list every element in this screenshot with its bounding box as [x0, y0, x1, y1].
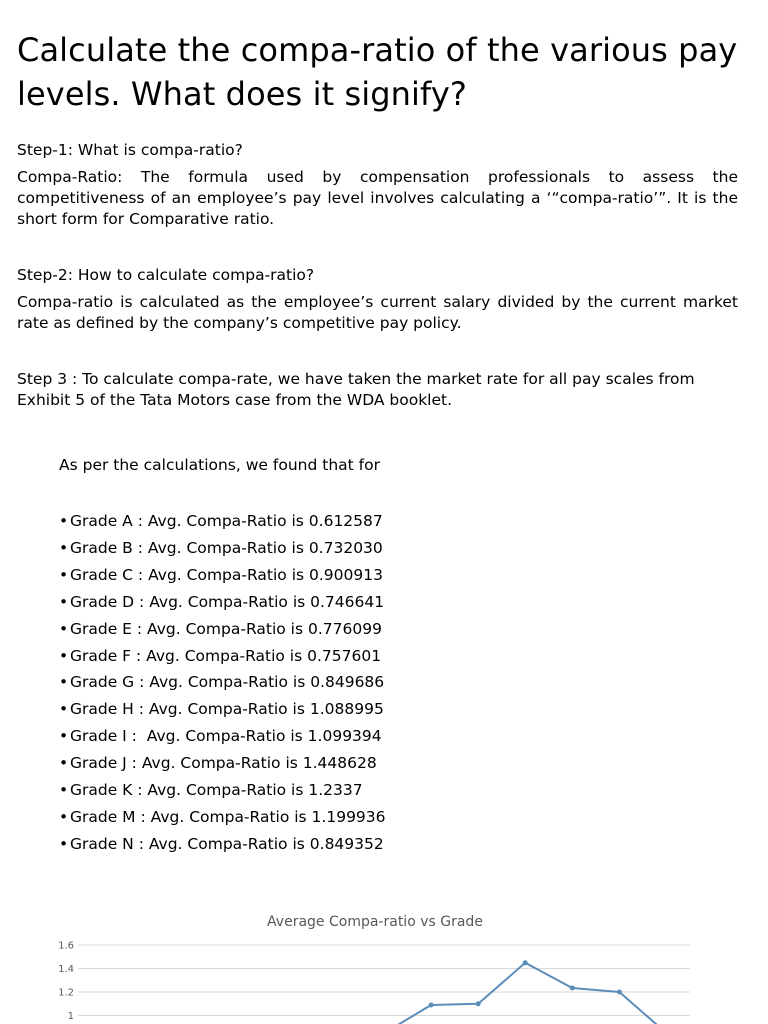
bullet-icon: •	[59, 592, 69, 611]
grade-item	[59, 696, 386, 723]
grade-item-text: Grade G : Avg. Compa-Ratio is 0.849686	[70, 673, 385, 692]
bullet-icon: •	[59, 834, 69, 853]
bullet-icon: •	[59, 538, 69, 557]
step1-heading: Step-1: What is compa-ratio?	[17, 141, 243, 159]
bullet-icon: •	[59, 646, 69, 665]
grade-item	[59, 508, 386, 535]
grade-item-text: Grade B : Avg. Compa-Ratio is 0.732030	[70, 538, 383, 557]
grade-item	[59, 804, 386, 831]
compa-ratio-chart	[0, 900, 768, 1024]
data-point-j	[523, 960, 528, 965]
grade-item	[59, 643, 386, 670]
data-point-i	[476, 1001, 481, 1006]
bullet-icon: •	[59, 754, 69, 773]
step2-text: Compa-ratio is calculated as the employee’s current salary divided by the current market rate as defined by the company’s competitive pay policy.	[17, 293, 738, 332]
grade-item-text: Grade K : Avg. Compa-Ratio is 1.2337	[70, 781, 363, 800]
bullet-icon: •	[59, 565, 69, 584]
y-tick-label: 1.4	[58, 964, 74, 975]
grade-item-text: Grade M : Avg. Compa-Ratio is 1.199936	[70, 807, 386, 826]
bullet-icon: •	[59, 619, 69, 638]
grade-item	[59, 777, 386, 804]
grade-item-text: Grade E : Avg. Compa-Ratio is 0.776099	[70, 619, 382, 638]
grade-item-text: Grade F : Avg. Compa-Ratio is 0.757601	[70, 646, 382, 665]
chart-y-ticks	[58, 941, 74, 1023]
chart-svg	[0, 900, 768, 1024]
bullet-icon: •	[59, 700, 69, 719]
data-point-h	[429, 1003, 434, 1008]
grade-item-text: Grade D : Avg. Compa-Ratio is 0.746641	[70, 592, 385, 611]
y-tick-label: 1.6	[58, 940, 74, 952]
grade-item-text: Grade J : Avg. Compa-Ratio is 1.448628	[70, 754, 377, 773]
bullet-icon: •	[59, 807, 69, 826]
chart-title: Average Compa-ratio vs Grade	[267, 914, 483, 930]
bullet-icon: •	[59, 512, 69, 530]
results-intro: As per the calculations, we found that for	[59, 456, 380, 474]
grade-item	[59, 589, 386, 616]
data-point-m	[617, 990, 622, 995]
y-tick-label: 1.2	[58, 987, 74, 999]
step2-heading: Step-2: How to calculate compa-ratio?	[17, 266, 315, 284]
bullet-icon: •	[59, 673, 69, 692]
grade-item	[59, 723, 386, 750]
grade-item	[59, 562, 386, 589]
grade-list	[59, 508, 386, 858]
step1-text: Compa-Ratio: The formula used by compensation professionals to assess the competitiveness of an employee’s pay level involves calculating a ‘“compa-ratio’”. It is the short form for Comparative ratio.	[17, 168, 738, 228]
grade-item	[59, 535, 386, 562]
grade-item-text: Grade A : Avg. Compa-Ratio is 0.612587	[70, 512, 383, 530]
series-line	[102, 963, 667, 1024]
data-point-k	[570, 986, 575, 991]
grade-item	[59, 750, 386, 777]
grade-item-text: Grade N : Avg. Compa-Ratio is 0.849352	[70, 834, 384, 853]
grade-item	[59, 616, 386, 643]
grade-item-text: Grade H : Avg. Compa-Ratio is 1.088995	[70, 700, 384, 719]
grade-item-text: Grade I : Avg. Compa-Ratio is 1.099394	[70, 727, 382, 746]
page-title: Calculate the compa-ratio of the various pay levels. What does it signify?	[17, 31, 738, 113]
grade-item	[59, 669, 386, 696]
y-tick-label: 1	[67, 1011, 74, 1022]
chart-gridlines	[78, 945, 690, 1016]
bullet-icon: •	[59, 781, 69, 800]
bullet-icon: •	[59, 727, 69, 746]
grade-item-text: Grade C : Avg. Compa-Ratio is 0.900913	[70, 565, 383, 584]
grade-item	[59, 831, 386, 858]
step3-text: Step 3 : To calculate compa-rate, we have taken the market rate for all pay scales from Exhibit 5 of the Tata Motors case from the WDA booklet.	[17, 370, 695, 409]
